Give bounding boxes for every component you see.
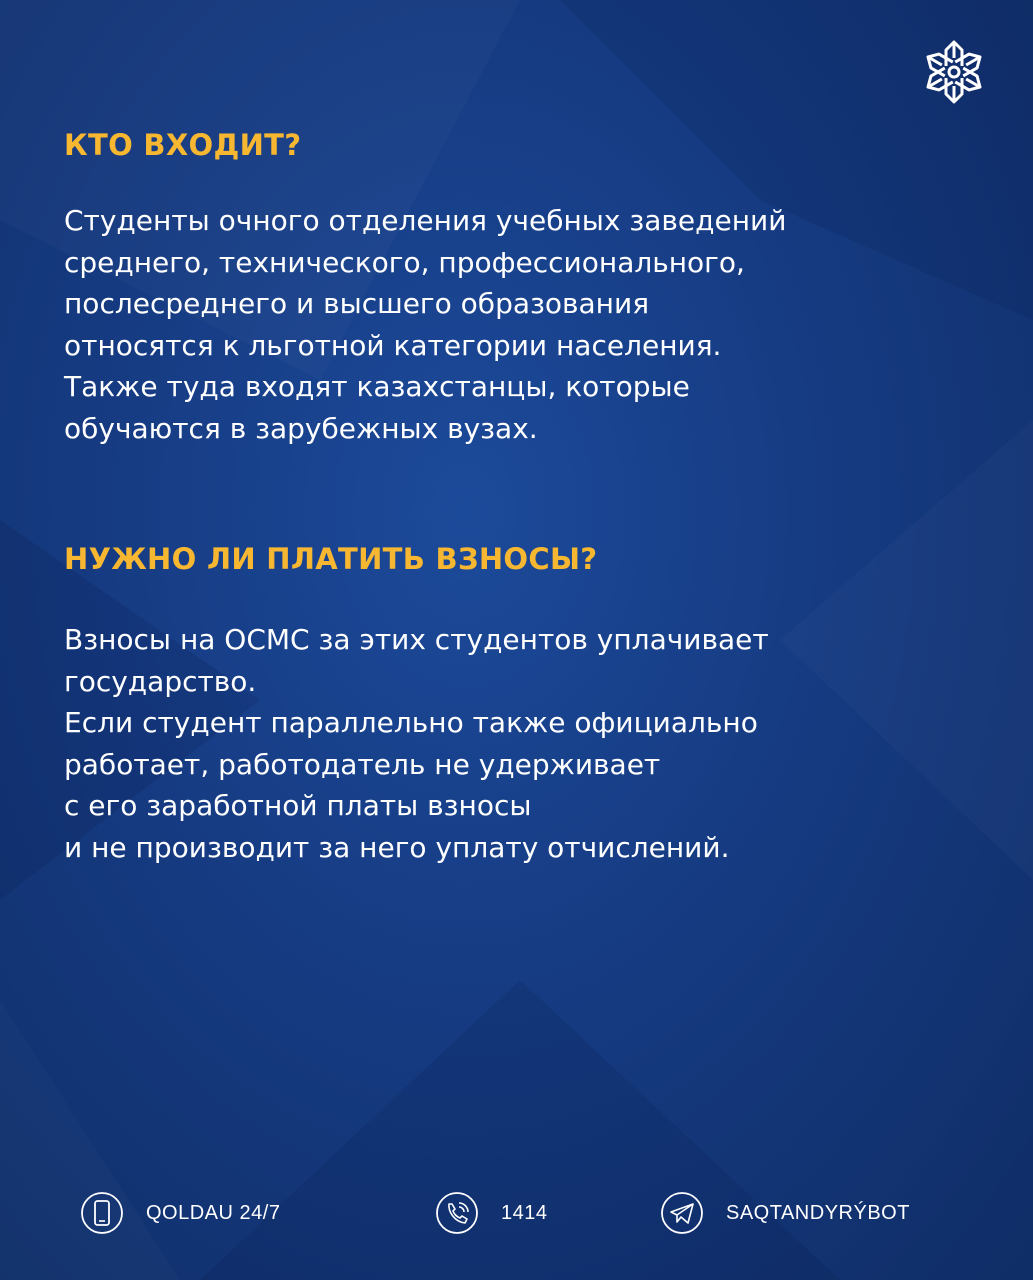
text-line: среднего, технического, профессионального, [64,245,745,279]
telegram-icon [660,1191,704,1235]
footer-telegram [660,1190,910,1236]
text-line: Взносы на ОСМС за этих студентов уплачивает [64,623,769,656]
text-line: работает, работодатель не удерживает [64,747,661,781]
text-line: послесреднего и высшего образования [64,287,650,320]
footer-qoldau [80,1190,280,1236]
footer-hotline-label: 1414 [501,1201,548,1224]
text-line: Если студент параллельно также официально [64,706,758,739]
snowflake-logo-icon [915,36,993,108]
text-line: с его заработной платы взносы [64,789,532,822]
footer-qoldau-label: QOLDAU 24/7 [146,1201,281,1224]
footer-telegram-label: SAQTANDYRÝBOT [726,1201,910,1224]
text-line: относятся к льготной категории населения. [64,328,722,362]
text-line: Также туда входят казахстанцы, которые [64,370,690,403]
call-icon [435,1191,479,1235]
text-line: государство. [64,664,257,698]
footer-hotline [435,1190,548,1236]
section-heading-who: КТО ВХОДИТ? [64,128,302,162]
section-text-fees [64,619,984,868]
phone-icon [80,1191,124,1235]
text-line: и не производит за него уплату отчислений. [64,830,730,864]
text-line: обучаются в зарубежных вузах. [64,411,538,445]
text-line: Студенты очного отделения учебных заведений [64,204,787,237]
section-heading-fees: НУЖНО ЛИ ПЛАТИТЬ ВЗНОСЫ? [64,542,598,576]
section-text-who [64,200,984,449]
